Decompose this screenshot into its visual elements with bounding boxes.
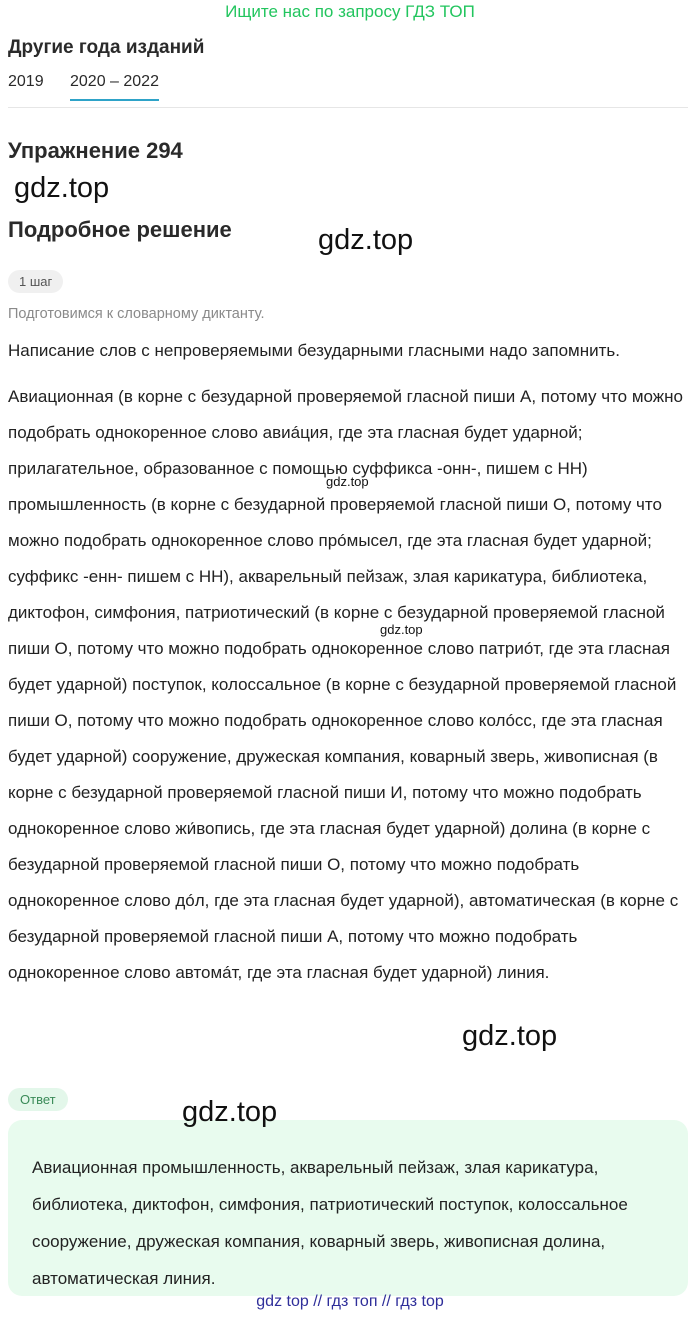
watermark: gdz.top — [462, 1020, 558, 1052]
solution-text: Авиационная (в корне с безударной проверяемой гласной пиши А, потому что можно подобрать однокоренное слово авиáция, где эта гласная будет ударной; прилагательное, образованное с помощью суффикса -онн-, пишем с НН) промышленность (в корне с безударной проверяемой гласной пиши О, потому что можно подобрать однокоренное слово прóмысел, где эта гласная будет ударной; суффикс -енн- пишем с НН), акварельный пейзаж, злая карикатура, библиотека, диктофон, симфония, патриотический (в корне с безударной проверяемой гласной пиши О, потому что можно подобрать однокоренное слово патриóт, где эта гласная будет ударной) поступок, колоссальное (в корне с безударной проверяемой гласной пиши О, потому что можно подобрать однокоренное слово колóсс, где эта гласная будет ударной) сооружение, дружеская компания, коварный зверь, живописная (в корне с безударной проверяемой гласной пиши И, потому что можно подобрать однокоренное слово жи́вопись, где эта гласная будет ударной) долина (в корне с безударной проверяемой гласной пиши О, потому что можно подобрать однокоренное слово дóл, где эта гласная будет ударной), автоматическая (в корне с безударной проверяемой гласной пиши А, потому что можно подобрать однокоренное слово автомáт, где эта гласная будет ударной) линия. — [8, 387, 684, 982]
step-intro: Написание слов с непроверяемыми безударными гласными надо запомнить. — [8, 341, 620, 360]
answer-text: Авиационная промышленность, акварельный пейзаж, злая карикатура, библиотека, диктофон, симфония, патриотический поступок, колоссальное сооружение, дружеская компания, коварный зверь, живописная долина, автоматическая линия. — [32, 1158, 628, 1288]
divider — [8, 107, 688, 108]
promo-banner: Ищите нас по запросу ГДЗ ТОП — [225, 2, 475, 21]
watermark: gdz.top — [182, 1096, 278, 1128]
tab-year-2019[interactable]: 2019 — [8, 73, 44, 90]
watermark: gdz.top — [318, 224, 414, 256]
watermark: gdz.top — [14, 172, 110, 204]
step-description: Подготовимся к словарному диктанту. — [8, 306, 265, 322]
answer-badge: Ответ — [8, 1088, 68, 1111]
step-badge: 1 шаг — [8, 270, 63, 293]
footer-links: gdz top // гдз топ // гдз top — [256, 1293, 444, 1310]
exercise-title: Упражнение 294 — [8, 138, 183, 163]
watermark: gdz.top — [380, 622, 423, 637]
solution-title: Подробное решение — [8, 217, 232, 242]
other-years-heading: Другие года изданий — [8, 37, 205, 58]
watermark: gdz.top — [326, 474, 369, 489]
tab-year-2020-2022[interactable]: 2020 – 2022 — [70, 73, 159, 101]
